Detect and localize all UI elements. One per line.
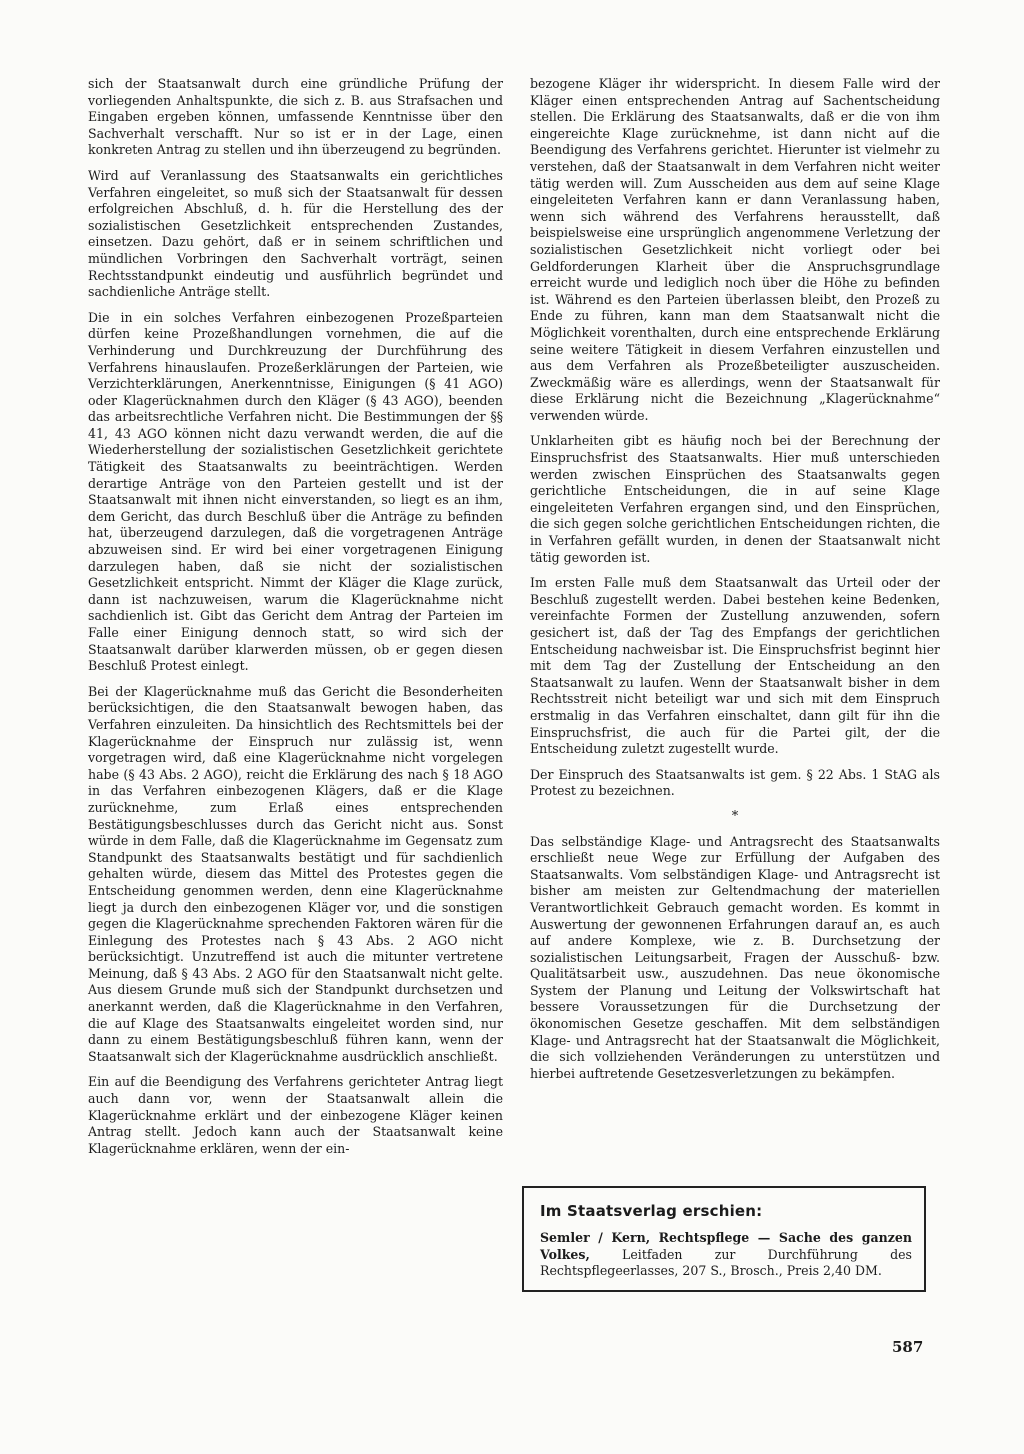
paragraph: Bei der Klagerücknahme muß das Gericht die Besonderheiten berücksichtigen, die den Staatsanwalt bewogen haben, das Verfahren einzuleiten. Da hinsichtlich des Rechtsmittels bei der Klagerücknahme der Einspruch nur zulässig ist, wenn vorgetragen wird, daß eine Klagerücknahme nicht vorgelegen habe (§ 43 Abs. 2 AGO), reicht die Erklärung des nach § 18 AGO in das Verfahren einbezogenen Klägers, daß er die Klage zurücknehme, zum Erlaß eines entsprechenden Bestätigungsbeschlusses durch das Gericht nicht aus. Sonst würde in dem Falle, daß die Klagerücknahme im Gegensatz zum Standpunkt des Staatsanwalts bestätigt und für sachdienlich gehalten würde, diesem das Mittel des Protestes gegen die Entscheidung genommen werden, denn eine Klagerücknahme liegt ja durch den einbezogenen Kläger vor, und die sonstigen gegen die Klagerücknahme sprechenden Faktoren wären für die Einlegung des Protestes nach § 43 Abs. 2 AGO nicht berücksichtigt. Unzutreffend ist auch die mitunter vertretene Meinung, daß § 43 Abs. 2 AGO für den Staatsanwalt nicht gelte. Aus diesem Grunde muß sich der Standpunkt durchsetzen und anerkannt werden, daß die Klagerücknahme in den Verfahren, die auf Klage des Staatsanwalts eingeleitet worden sind, nur dann zu einem Bestätigungsbeschluß führen kann, wenn der Staatsanwalt sich der Klagerücknahme ausdrücklich anschließt. <box>88 683 503 1064</box>
paragraph: Wird auf Veranlassung des Staatsanwalts ein gerichtliches Verfahren eingeleitet, so muß sich der Staatsanwalt für dessen erfolgreichen Abschluß, d. h. für die Herstellung des der sozialistischen Gesetzlichkeit entsprechenden Zustandes, einsetzen. Dazu gehört, daß er in seinem schriftlichen und mündlichen Vorbringen den Sachverhalt vorträgt, seinen Rechtsstandpunkt eindeutig und ausführlich begründet und sachdienliche Anträge stellt. <box>88 167 503 300</box>
book-title: Semler / Kern, Rechtspflege — Sache des ganzen Volkes, <box>540 1230 912 1262</box>
paragraph: sich der Staatsanwalt durch eine gründliche Prüfung der vorliegenden Anhaltspunkte, die sich z. B. aus Strafsachen und Eingaben ergeben können, umfassende Kenntnisse über den Sachverhalt verschafft. Nur so ist er in der Lage, einen konkreten Antrag zu stellen und ihn überzeugend zu begründen. <box>88 76 503 158</box>
paragraph: Ein auf die Beendigung des Verfahrens gerichteter Antrag liegt auch dann vor, wenn der Staatsanwalt allein die Klagerücknahme erklärt und der einbezogene Kläger keinen Antrag stellt. Jedoch kann auch der Staatsanwalt keine Klagerücknahme erklären, wenn der ein- <box>88 1074 503 1156</box>
paragraph: Das selbständige Klage- und Antragsrecht des Staatsanwalts erschließt neue Wege zur Erfüllung der Aufgaben des Staatsanwalts. Vom selbständigen Klage- und Antragsrecht ist bisher am meisten zur Geltendmachung der materiellen Verantwortlichkeit Gebrauch gemacht worden. Es kommt in Auswertung der gewonnenen Erfahrungen darauf an, es auch auf andere Komplexe, wie z. B. Durchsetzung der sozialistischen Leitungsarbeit, Fragen der Ausschuß- bzw. Qualitätsarbeit usw., auszudehnen. Das neue ökonomische System der Planung und Leitung der Volkswirtschaft hat bessere Voraussetzungen für die Durchsetzung der ökonomischen Gesetze geschaffen. Mit dem selbständigen Klage- und Antragsrecht hat der Staatsanwalt die Möglichkeit, die sich vollziehenden Veränderungen zu unterstützen und hierbei auftretende Gesetzesverletzungen zu bekämpfen. <box>530 833 940 1081</box>
section-separator: * <box>731 808 739 824</box>
right-column <box>530 76 940 1091</box>
paragraph: Der Einspruch des Staatsanwalts ist gem. § 22 Abs. 1 StAG als Protest zu bezeichnen. <box>530 766 940 799</box>
book-details: Leitfaden zur Durchführung des Rechtspflegeerlasses, 207 S., Brosch., Preis 2,40 DM. <box>540 1246 912 1279</box>
advertisement-title: Im Staatsverlag erschien: <box>540 1202 763 1220</box>
paragraph: Unklarheiten gibt es häufig noch bei der Berechnung der Einspruchsfrist des Staatsanwalts. Hier muß unterschieden werden zwischen Einsprüchen des Staatsanwalts gegen gerichtliche Entscheidungen, die in auf seine Klage eingeleiteten Verfahren ergangen sind, und den Einsprüchen, die sich gegen solche gerichtlichen Entscheidungen richten, die in Verfahren gefällt wurden, in denen der Staatsanwalt nicht tätig geworden ist. <box>530 433 940 565</box>
left-column <box>88 76 503 1166</box>
paragraph: Im ersten Falle muß dem Staatsanwalt das Urteil oder der Beschluß zugestellt werden. Dabei bestehen keine Bedenken, vereinfachte Formen der Zustellung anzuwenden, sofern gesichert ist, daß der Tag des Empfangs der gerichtlichen Entscheidung nachweisbar ist. Die Einspruchsfrist beginnt hier mit dem Tag der Zustellung der Entscheidung an den Staatsanwalt zu laufen. Wenn der Staatsanwalt bisher in dem Rechtsstreit nicht beteiligt war und sich mit dem Einspruch erstmalig in das Verfahren einschaltet, dann gilt für ihn die Einspruchsfrist, die auch für die Partei gilt, der die Entscheidung zuletzt zugestellt wurde. <box>530 575 940 757</box>
page-number: 587 <box>892 1338 924 1356</box>
publisher-advertisement-box <box>522 1186 926 1292</box>
paragraph: bezogene Kläger ihr widerspricht. In diesem Falle wird der Kläger einen entsprechenden Antrag auf Sachentscheidung stellen. Die Erklärung des Staatsanwalts, daß er die von ihm eingereichte Klage zurücknehme, ist dann nicht auf die Beendigung des Verfahrens gerichtet. Hierunter ist vielmehr zu verstehen, daß der Staatsanwalt in dem Verfahren nicht weiter tätig werden will. Zum Ausscheiden aus dem auf seine Klage eingeleiteten Verfahren kann er dann Veranlassung haben, wenn sich während des Verfahrens herausstellt, daß beispielsweise eine ursprünglich angenommene Verletzung der sozialistischen Gesetzlichkeit nicht vorliegt oder bei Geldforderungen Klarheit über die Anspruchsgrundlage erreicht wurde und lediglich noch über die Höhe zu befinden ist. Während es den Parteien überlassen bleibt, den Prozeß zu Ende zu führen, kann man dem Staatsanwalt nicht die Möglichkeit vorenthalten, durch eine entsprechende Erklärung seine weitere Tätigkeit in diesem Verfahren einzustellen und aus dem Verfahren als Prozeßbeteiligter auszuscheiden. Zweckmäßig wäre es allerdings, wenn der Staatsanwalt für diese Erklärung nicht die Bezeichnung „Klagerücknahme“ verwenden würde. <box>530 76 940 423</box>
paragraph: Die in ein solches Verfahren einbezogenen Prozeßparteien dürfen keine Prozeßhandlungen vornehmen, die auf die Verhinderung und Durchkreuzung der Durchführung des Verfahrens hinauslaufen. Prozeßerklärungen der Parteien, wie Verzichterklärungen, Anerkenntnisse, Einigungen (§ 41 AGO) oder Klagerücknahmen durch den Kläger (§ 43 AGO), beenden das arbeitsrechtliche Verfahren nicht. Die Bestimmungen der §§ 41, 43 AGO können nicht dazu verwandt werden, die auf die Wiederherstellung der sozialistischen Gesetzlichkeit gerichtete Tätigkeit des Staatsanwalts zu beeinträchtigen. Werden derartige Anträge von den Parteien gestellt und ist der Staatsanwalt mit ihnen nicht einverstanden, so liegt es an ihm, dem Gericht, das durch Beschluß über die Anträge zu befinden hat, überzeugend darzulegen, daß die vorgetragenen Anträge abzuweisen sind. Er wird bei einer vorgetragenen Einigung darzulegen haben, daß sie nicht der sozialistischen Gesetzlichkeit entspricht. Nimmt der Kläger die Klage zurück, dann ist nachzuweisen, warum die Klagerücknahme nicht sachdienlich ist. Gibt das Gericht dem Antrag der Parteien im Falle einer Einigung dennoch statt, so wird sich der Staatsanwalt darüber klarwerden müssen, ob er gegen diesen Beschluß Protest einlegt. <box>88 309 503 674</box>
advertisement-text <box>540 1230 912 1280</box>
